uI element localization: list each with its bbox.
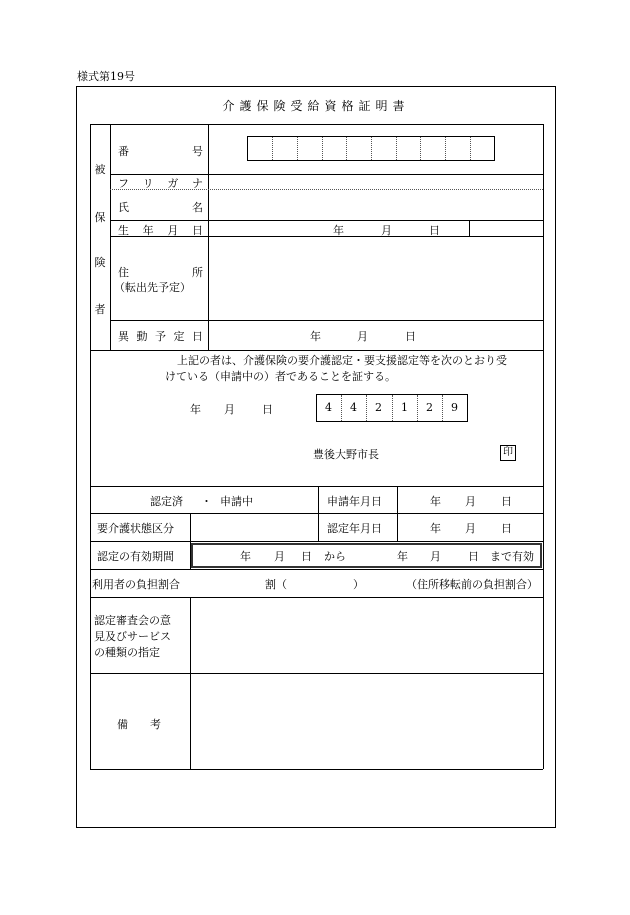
committee-label-line-1: 認定審査会の意 xyxy=(94,614,171,627)
valid-from-month: 月 xyxy=(274,550,285,563)
apply-day: 日 xyxy=(501,495,512,508)
burden-label: 利用者の負担割合 xyxy=(92,578,180,591)
address-sub-label: （転出先予定） xyxy=(114,281,191,294)
cert-date-month: 月 xyxy=(224,403,235,416)
number-cell-divider xyxy=(346,137,347,160)
birth-extra-divider xyxy=(469,220,470,236)
insured-column-divider xyxy=(110,124,111,350)
burden-value: 割（ ） xyxy=(265,578,364,591)
insured-char-3: 険 xyxy=(94,256,106,269)
move-year: 年 xyxy=(310,330,321,343)
apply-date-label: 申請年月日 xyxy=(327,495,382,508)
number-cell-divider xyxy=(445,137,446,160)
code-digit: 4 xyxy=(350,401,357,414)
valid-from-text: から xyxy=(324,550,346,563)
row-divider-status xyxy=(90,486,543,487)
cert-day: 日 xyxy=(501,522,512,535)
valid-to-day: 日 xyxy=(468,550,479,563)
form-number: 様式第19号 xyxy=(77,70,135,83)
number-cell-divider xyxy=(272,137,273,160)
valid-to-month: 月 xyxy=(430,550,441,563)
birth-label: 生 年 月 日 xyxy=(118,224,203,237)
number-label: 番 号 xyxy=(118,145,203,158)
furigana-input[interactable] xyxy=(209,175,542,188)
status-separator: ・ xyxy=(201,495,212,508)
valid-from-day: 日 xyxy=(301,550,312,563)
birth-day: 日 xyxy=(429,224,440,237)
insured-char-4: 者 xyxy=(94,303,106,316)
certification-line-2: けている（申請中の）者であることを証する。 xyxy=(165,370,396,383)
status-col-divider-1 xyxy=(318,486,319,541)
code-digit: 4 xyxy=(325,401,332,414)
remarks-input[interactable] xyxy=(191,674,542,768)
birth-month: 月 xyxy=(381,224,392,237)
valid-until-text: まで有効 xyxy=(490,550,534,563)
birth-year: 年 xyxy=(333,224,344,237)
certificate-title: 介護保険受給資格証明書 xyxy=(222,99,410,113)
move-date-label: 異 動 予 定 日 xyxy=(118,330,203,343)
row-divider-address xyxy=(110,320,543,321)
apply-month: 月 xyxy=(465,495,476,508)
row-divider-name xyxy=(110,220,543,221)
cert-year: 年 xyxy=(430,522,441,535)
name-label: 氏 名 xyxy=(118,201,203,214)
status-certified[interactable]: 認定済 xyxy=(150,495,183,508)
code-digit: 2 xyxy=(375,401,382,414)
row-divider-insured-end xyxy=(90,350,543,351)
status-col-divider-2 xyxy=(397,486,398,541)
committee-input[interactable] xyxy=(191,598,542,672)
status-applying[interactable]: 申請中 xyxy=(220,495,253,508)
code-digit: 9 xyxy=(451,401,458,414)
number-cell-divider xyxy=(470,137,471,160)
number-cell-divider xyxy=(322,137,323,160)
valid-from-year: 年 xyxy=(240,550,251,563)
remarks-label: 備 考 xyxy=(117,718,161,731)
row-divider-burden xyxy=(90,569,543,570)
care-level-input[interactable] xyxy=(191,514,317,540)
insured-char-2: 保 xyxy=(94,211,106,224)
number-cell-divider xyxy=(371,137,372,160)
committee-label-line-2: 見及びサービス xyxy=(94,630,171,643)
insured-char-1: 被 xyxy=(94,163,106,176)
cert-date-year: 年 xyxy=(190,403,201,416)
care-level-label: 要介護状態区分 xyxy=(97,522,174,535)
issuer-name: 豊後大野市長 xyxy=(313,448,379,461)
cert-month: 月 xyxy=(465,522,476,535)
valid-to-year: 年 xyxy=(397,550,408,563)
cert-date-label: 認定年月日 xyxy=(327,522,382,535)
furigana-label: フ リ ガ ナ xyxy=(118,177,203,190)
table-bottom-border xyxy=(90,769,543,770)
validity-label: 認定の有効期間 xyxy=(97,550,174,563)
row-divider-validity xyxy=(90,541,543,542)
address-input[interactable] xyxy=(209,237,542,319)
code-digit: 2 xyxy=(426,401,433,414)
seal-mark: 印 xyxy=(500,445,516,461)
move-month: 月 xyxy=(357,330,368,343)
table-top-border xyxy=(90,124,543,125)
number-cell-divider xyxy=(297,137,298,160)
code-digit: 1 xyxy=(401,401,408,414)
committee-label-line-3: の種類の指定 xyxy=(94,646,160,659)
table-right-border xyxy=(543,124,544,769)
number-cell-divider xyxy=(396,137,397,160)
name-input[interactable] xyxy=(209,190,542,219)
certification-line-1: 上記の者は、介護保険の要介護認定・要支援認定等を次のとおり受 xyxy=(177,354,507,367)
cert-date-day: 日 xyxy=(262,403,273,416)
address-label: 住 所 xyxy=(118,266,203,279)
apply-year: 年 xyxy=(430,495,441,508)
number-cell-divider xyxy=(420,137,421,160)
move-day: 日 xyxy=(405,330,416,343)
burden-note: （住所移転前の負担割合） xyxy=(406,578,538,591)
